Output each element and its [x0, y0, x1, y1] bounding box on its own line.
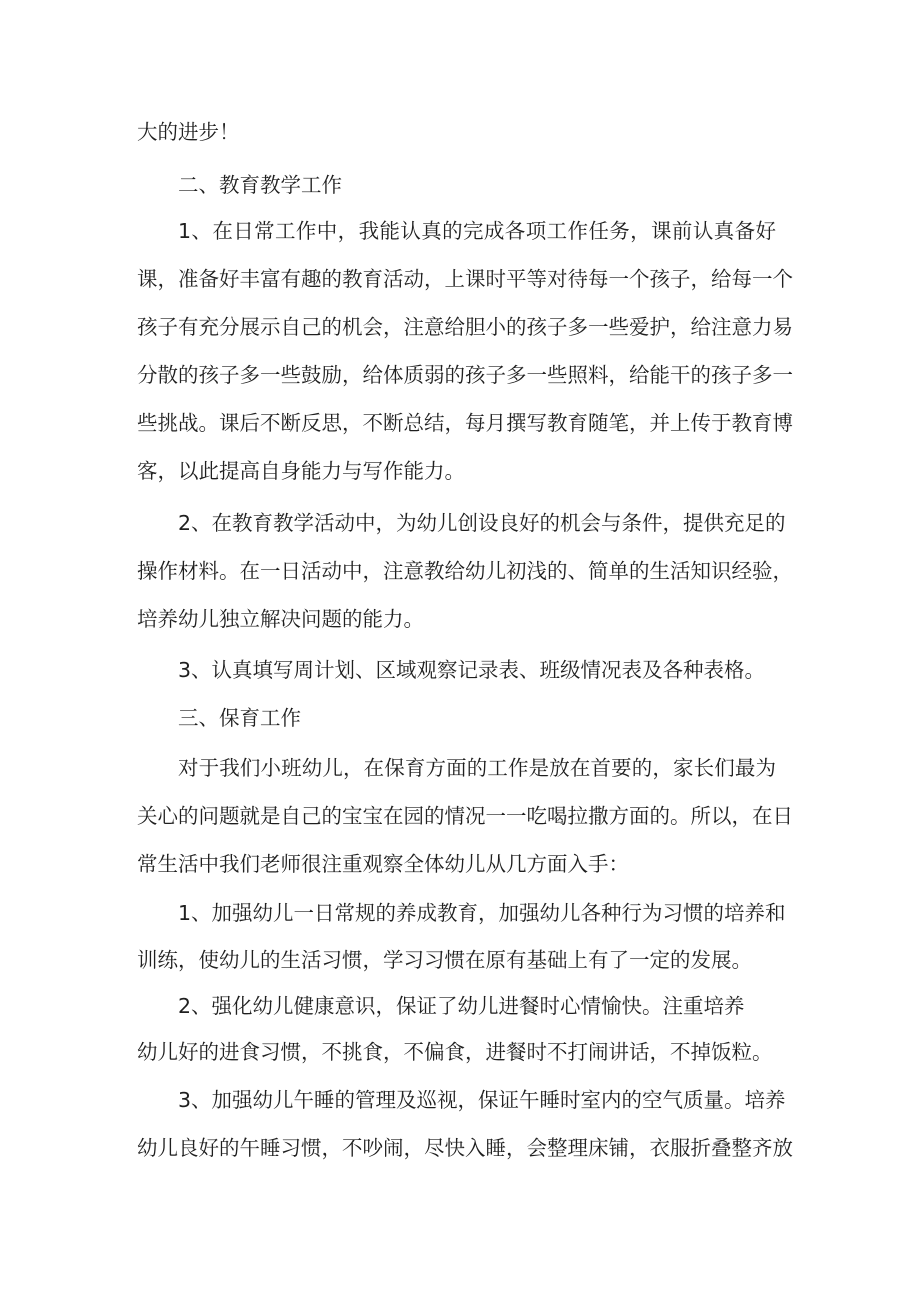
- text-line: 培养幼儿独立解决问题的能力。: [137, 607, 424, 631]
- text-line: 训练，使幼儿的生活习惯，学习习惯在原有基础上有了一定的发展。: [137, 948, 752, 972]
- text-line: 幼儿良好的午睡习惯，不吵闹，尽快入睡，会整理床铺，衣服折叠整齐放: [137, 1136, 793, 1160]
- text-line: 1、在日常工作中，我能认真的完成各项工作任务，课前认真备好: [178, 219, 776, 243]
- section-heading: 二、教育教学工作: [178, 173, 342, 197]
- text-line: 3、加强幼儿午睡的管理及巡视，保证午睡时室内的空气质量。培养: [178, 1088, 786, 1112]
- text-line: 1、加强幼儿一日常规的养成教育，加强幼儿各种行为习惯的培养和: [178, 901, 786, 925]
- text-line: 课，准备好丰富有趣的教育活动，上课时平等对待每一个孩子，给每一个: [137, 267, 793, 291]
- text-line: 2、强化幼儿健康意识，保证了幼儿进餐时心情愉快。注重培养: [178, 994, 745, 1018]
- text-line: 操作材料。在一日活动中，注意教给幼儿初浅的、简单的生活知识经验，: [137, 559, 793, 583]
- text-line: 常生活中我们老师很注重观察全体幼儿从几方面入手：: [137, 852, 629, 876]
- text-line: 关心的问题就是自己的宝宝在园的情况一一吃喝拉撒方面的。所以，在日: [137, 804, 793, 828]
- text-line: 3、认真填写周计划、区域观察记录表、班级情况表及各种表格。: [178, 658, 766, 682]
- text-line: 客，以此提高自身能力与写作能力。: [137, 459, 465, 483]
- text-line: 些挑战。课后不断反思，不断总结，每月撰写教育随笔，并上传于教育博: [137, 411, 793, 435]
- text-line: 分散的孩子多一些鼓励，给体质弱的孩子多一些照料，给能干的孩子多一: [137, 363, 793, 387]
- text-line: 大的进步！: [137, 120, 240, 144]
- text-line: 孩子有充分展示自己的机会，注意给胆小的孩子多一些爱护，给注意力易: [137, 315, 793, 339]
- text-line: 对于我们小班幼儿，在保育方面的工作是放在首要的，家长们最为: [178, 756, 776, 780]
- text-line: 幼儿好的进食习惯，不挑食，不偏食，进餐时不打闹讲话，不掉饭粒。: [137, 1040, 773, 1064]
- section-heading: 三、保育工作: [178, 706, 301, 730]
- text-line: 2、在教育教学活动中，为幼儿创设良好的机会与条件，提供充足的: [178, 511, 786, 535]
